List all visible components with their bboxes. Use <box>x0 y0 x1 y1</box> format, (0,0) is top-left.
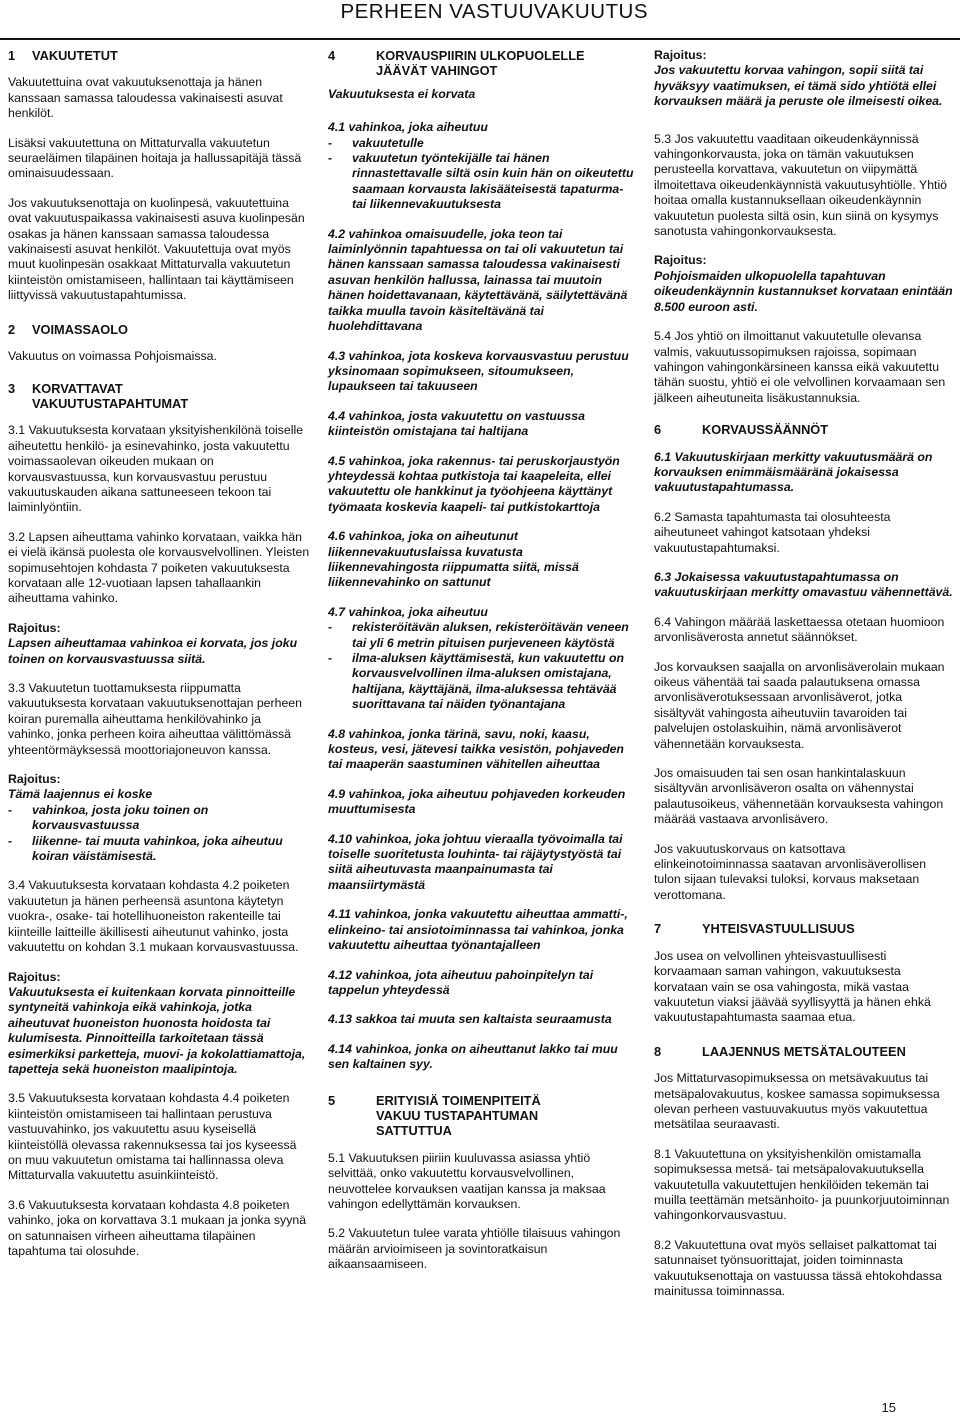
exclusion-item: 4.13 sakkoa tai muuta sen kaltaista seuraamusta <box>328 1012 612 1027</box>
paragraph: 3.6 Vakuutuksesta korvataan kohdasta 4.8 poiketen vahinko, joka on korvattava 3.1 mukaan ja jonka syynä on satunnaisen virheen aiheuttama tilapäinen tapahtuma tai olosuhde. <box>8 1197 307 1258</box>
restriction-block <box>8 772 310 864</box>
paragraph: 5.3 Jos vakuutettu vaaditaan oikeudenkäynnissä vahingonkorvausta, joka on tämän vakuutuksen perusteella korvattava, vakuutetun on viipymättä ilmoitettava oikeudenkäynnistä vakuutusyhtiölle. Yhtiö hoitaa omalla kustannuksellaan oikeudenkäynnin vakuutetun puolesta siltä osin, kun siinä on kysymys sanotusta vahingonkorvauksesta. <box>654 131 948 239</box>
paragraph: Jos Mittaturvasopimuksessa on metsävakuutus tai metsäpalovakuutus, koskee samassa sopimuksessa olevan perheen vastuuvakuutus myös vakuutettua metsätilaa seuraavasti. <box>654 1071 940 1132</box>
list-item: - ilma-aluksen käyttämisestä, kun vakuutettu on korvausvelvollinen ilma-aluksen omistajana, haltijana, käyttäjänä, ilma-aluksessa tehtävää suorittavana tai näiden työnantajana <box>328 651 624 712</box>
section-heading-1: 1 VAKUUTETUT <box>8 48 118 63</box>
restriction-block <box>8 621 310 667</box>
exclusion-item: 4.12 vahinkoa, jota aiheutuu pahoinpitelyn tai tappelun yhteydessä <box>328 967 594 997</box>
paragraph: Jos omaisuuden tai sen osan hankintalaskuun sisältyvän arvonlisäveron osalta on vähennystai palautusoikeus, vähennetään korvauksesta vahingon määrää vastaava arvonlisävero. <box>654 766 944 827</box>
subheading: Vakuutuksesta ei korvata <box>328 86 476 101</box>
restriction-text: Tämä laajennus ei koske <box>8 787 153 802</box>
paragraph: Vakuutus on voimassa Pohjoismaissa. <box>8 349 217 364</box>
exclusion-item: 4.10 vahinkoa, joka johtuu vieraalla työvoimalla tai toiselle suoritetusta louhinta- tai räjäytystyöstä tai siitä aiheutuvasta maanpainumasta tai maansiirtymästä <box>328 831 623 892</box>
section-heading-6: 6 KORVAUSSÄÄNNÖT <box>654 422 829 438</box>
restriction-list <box>8 803 310 865</box>
section-heading-4: 4 KORVAUSPIIRIN ULKOPUOLELLE JÄÄVÄT VAHINGOT <box>328 48 585 79</box>
restriction-label: Rajoitus: <box>8 772 61 787</box>
list-item: - vahinkoa, josta joku toinen on korvausvastuussa <box>8 802 209 833</box>
paragraph: 3.5 Vakuutuksesta korvataan kohdasta 4.4 poiketen kiinteistön omistamiseen tai hallintaan perustuva vastuuvahinko, jos vakuutettu asuu kyseisellä kiinteistöllä olevassa rakennuksessa tai jos kyseessä on muu vakuutetun omistama tai hallinnassa oleva Mittaturvalla vakuutettu asuinkiinteistö. <box>8 1091 297 1183</box>
exclusion-item: 4.5 vahinkoa, joka rakennus- tai peruskorjaustyön yhteydessä kohtaa putkistoja tai kaapeleita, ellei vakuutettu ole hankkinut ja työohjeena käyttänyt työmaata koskevia kaapeli- tai putkistokarttoja <box>328 453 620 514</box>
paragraph: 5.2 Vakuutetun tulee varata yhtiölle tilaisuus vahingon määrän arvioimiseen ja sovintoratkaisun aikaansaamiseen. <box>328 1226 621 1272</box>
exclusion-item: 4.14 vahinkoa, jonka on aiheuttanut lakko tai muu sen kaltainen syy. <box>328 1041 618 1072</box>
paragraph: Jos vakuutuskorvaus on katsottava elinkeinotoiminnassa saatavan arvonlisäverollisen tulon sijaan tulevaksi tuloksi, korvaus maksetaan verottomana. <box>654 841 927 902</box>
paragraph: 3.4 Vakuutuksesta korvataan kohdasta 4.2 poiketen vakuutetun ja hänen perheensä asuntona käytetyn vuokra-, osake- tai hotellihuoneiston rakenteille tai kiinteille laitteille äkillisesti aiheutunut vahinko, josta vakuutettu on kohdan 3.1 mukaan korvausvastuussa. <box>8 878 299 955</box>
list-item: - liikenne- tai muuta vahinkoa, joka aiheutuu koiran väistämisestä. <box>8 833 283 864</box>
paragraph: 6.3 Jokaisessa vakuutustapahtumassa on vakuutuskirjaan merkitty omavastuu vähennettävä. <box>654 569 953 600</box>
paragraph: 3.2 Lapsen aiheuttama vahinko korvataan, vaikka hän ei vielä ikänsä puolesta ole korvausvelvollinen. Yleisten sopimusehtojen kohdasta 7 poiketen vakuutuksesta korvataan alle 12-vuotiaan lapsen tahallaankin aiheuttama vahinko. <box>8 529 310 606</box>
restriction-label: Rajoitus: <box>8 969 61 984</box>
exclusion-item: 4.1 vahinkoa, joka aiheutuu - vakuutetulle - vakuutetun työntekijälle tai hänen rinnastettavalle siltä osin kuin hän on oikeutettu saamaan korvausta lakisääteisestä tapaturma- tai liikennevakuutuksesta <box>328 120 634 212</box>
paragraph: Jos vakuutuksenottaja on kuolinpesä, vakuutettuina ovat vakuutuspaikassa vakinaisesti asuva kuolinpesän osakas ja hänen kanssaan samassa taloudessa vakinaisesti asuvat henkilöt. Vakuutettuja ovat myös muut kuolinpesän osakkaat Mittaturvalla vakuutetun kiinteistön omistamiseen, hallintaan tai käyttämiseen liittyvissä vakuutustapahtumissa. <box>8 195 305 303</box>
paragraph: 8.2 Vakuutettuna ovat myös sellaiset palkattomat tai satunnaiset työnsuorittajat, joiden toiminnasta vakuutuksenottaja on vastuussa tässä ehtokohdassa mainitussa toiminnassa. <box>654 1237 942 1298</box>
section-heading-2: 2 VOIMASSAOLO <box>8 321 128 337</box>
exclusion-item: 4.11 vahinkoa, jonka vakuutettu aiheuttaa ammatti-, elinkeino- tai ansiotoiminnassa tai vahinkoa, jonka vakuutettu aiheuttaa työnantajalleen <box>328 907 628 953</box>
paragraph: Jos usea on velvollinen yhteisvastuullisesti korvaamaan saman vahingon, vakuutuksesta korvataan vain se osa vahingosta, mikä vastaa vakuutetun viaksi jäävää syyllisyyttä ja hänen ehkä vakuutustapahtumasta saamaa etua. <box>654 948 931 1025</box>
exclusion-item: 4.3 vahinkoa, jota koskeva korvausvastuu perustuu yksinomaan sopimukseen, sitoumukseen, lupaukseen tai takuuseen <box>328 348 629 394</box>
paragraph: 8.1 Vakuutettuna on yksityishenkilön omistamalla sopimuksessa metsä- tai metsäpalovakuutuksella vakuutetulla vakuutettujen henkilöiden tekemän tai muilla teettämän metsänhoito- ja puunkorjuutoiminnan vahingonkorvausvastuu. <box>654 1146 950 1223</box>
paragraph: 5.1 Vakuutuksen piiriin kuuluvassa asiassa yhtiö selvittää, onko vakuutettu korvausvelvollinen, neuvottelee korvauksen vaatijan kanssa ja maksaa vahingon edellyttämän korvauksen. <box>328 1150 606 1211</box>
paragraph: Lisäksi vakuutettuna on Mittaturvalla vakuutetun seuraeläimen tilapäinen hoitaja ja hallussapitäjä tässä ominaisuudessaan. <box>8 135 302 181</box>
exclusion-list <box>328 620 634 712</box>
document-title: PERHEEN VASTUUVAKUUTUS <box>340 0 648 23</box>
paragraph: 3.3 Vakuutetun tuottamuksesta riippumatta vakuutuksesta korvataan vakuutuksenottajan perheen koiran puremalla aiheuttama henkilövahinko ja vahinko, jonka perheen koira aiheuttaa välittömässä yhteentörmäyksessä moottoriajoneuvon kanssa. <box>8 681 302 757</box>
exclusion-item: 4.4 vahinkoa, josta vakuutettu on vastuussa kiinteistön omistajana tai haltijana <box>328 408 585 439</box>
section-heading-3: 3 KORVATTAVAT VAKUUTUSTAPAHTUMAT <box>8 380 189 411</box>
paragraph: 6.2 Samasta tapahtumasta tai olosuhteesta aiheutuneet vahingot katsotaan yhdeksi vakuutustapahtumaksi. <box>654 509 891 555</box>
list-item: - rekisteröitävän aluksen, rekisteröitävän veneen tai yli 6 metrin pituisen purjeveneen käytöstä <box>328 620 629 650</box>
section-heading-7: 7 YHTEISVASTUULLISUUS <box>654 921 855 937</box>
restriction-label: Rajoitus: <box>654 253 707 268</box>
section-heading-8: 8 LAAJENNUS METSÄTALOUTEEN <box>654 1043 906 1059</box>
exclusion-list <box>328 136 634 213</box>
paragraph: Jos korvauksen saajalla on arvonlisäverolain mukaan oikeus vähentää tai saada palautuksena omassa arvonlisäverotuksessaan arvonlisäverot, jotka sisältyvät vahingosta aiheutuviin tavaroiden tai palvelujen ostolaskuihin, nämä arvonlisäverot vähennetään korvauksesta. <box>654 659 945 751</box>
paragraph: Vakuutettuina ovat vakuutuksenottaja ja hänen kanssaan samassa taloudessa vakinaisesti asuvat henkilöt. <box>8 75 283 121</box>
restriction-label: Rajoitus: <box>654 48 707 62</box>
restriction-text: Jos vakuutettu korvaa vahingon, sopii siitä tai hyväksyy vaatimuksen, ei tämä sido yhtiötä ellei korvauksen määrä ja peruste ole ilmeisesti oikea. <box>654 63 943 109</box>
document-header <box>0 0 960 40</box>
exclusion-item: 4.6 vahinkoa, joka on aiheutunut liikennevakuutuslaissa kuvatusta liikennevahingosta riippumatta siitä, missä liikennevahinko on sattunut <box>328 529 579 590</box>
column-right <box>654 48 956 1313</box>
section-heading-5: 5 ERITYISIÄ TOIMENPITEITÄ VAKUU TUSTAPAHTUMAN SATTUTTUA <box>328 1092 541 1139</box>
exclusion-item: 4.2 vahinkoa omaisuudelle, joka teon tai laiminlyönnin tapahtuessa on tai oli vakuutetun tai hänen kanssaan samassa taloudessa vakinaisesti asuvan henkilön hallussa, lainassa tai muutoin hänen hoidettavanaan, käytettävänä, säilytettävänä taikka muulla tavoin käsiteltävänä tai huolehdittavana <box>328 226 628 334</box>
paragraph: 6.1 Vakuutuskirjaan merkitty vakuutusmäärä on korvauksen enimmäismääränä jokaisessa vakuutustapahtumassa. <box>654 449 933 495</box>
restriction-label: Rajoitus: <box>8 620 61 635</box>
restriction-text: Lapsen aiheuttamaa vahinkoa ei korvata, jos joku toinen on korvausvastuussa siitä. <box>8 636 298 666</box>
restriction-block <box>8 970 310 1078</box>
list-item: - vakuutetun työntekijälle tai hänen rinnastettavalle siltä osin kuin hän on oikeutettu saamaan korvausta lakisääteisestä tapaturma- tai liikennevakuutuksesta <box>328 151 634 212</box>
exclusion-item: 4.8 vahinkoa, jonka tärinä, savu, noki, kaasu, kosteus, vesi, jätevesi taikka vesistön, pohjaveden tai maaperän saastuminen vähitellen aiheuttaa <box>328 726 624 772</box>
page-number: 15 <box>881 1400 896 1415</box>
paragraph: 5.4 Jos yhtiö on ilmoittanut vakuutetulle olevansa valmis, vakuutussopimuksen rajoissa, sopimaan vahingon vahingonkärsineen kanssa eikä vakuutettu tähän suostu, yhtiö ei ole velvollinen korvaamaan sen jälkeen aiheutuneita lisäkustannuksia. <box>654 329 946 405</box>
column-left <box>8 48 310 1273</box>
exclusion-item: 4.9 vahinkoa, joka aiheutuu pohjaveden korkeuden muuttumisesta <box>328 786 626 817</box>
paragraph: 6.4 Vahingon määrää laskettaessa otetaan huomioon arvonlisäverosta annetut säännökset. <box>654 614 945 645</box>
column-middle <box>328 48 634 1287</box>
list-item: - vakuutetulle <box>328 135 424 150</box>
restriction-text: Vakuutuksesta ei kuitenkaan korvata pinnoitteille syntyneitä vahinkoja eikä vahinkoja, jotka aiheutuvat huoneiston huonosta hoidosta tai kulumisesta. Pinnoitteilla tarkoitetaan tässä esimerkiksi parketteja, muovi- ja kokolattiamattoja, tapetteja sekä huoneiston maalipintoja. <box>8 984 306 1076</box>
restriction-text: Pohjoismaiden ulkopuolella tapahtuvan oikeudenkäynnin kustannukset korvataan enintään 8.500 euroon asti. <box>654 268 953 314</box>
restriction-block <box>654 48 956 110</box>
exclusion-item: 4.7 vahinkoa, joka aiheutuu - rekisteröitävän aluksen, rekisteröitävän veneen tai yli 6 metrin pituisen purjeveneen käytöstä - ilma-aluksen käyttämisestä, kun vakuutettu on korvausvelvollinen ilma-aluksen omistajana, haltijana, käyttäjänä, ilma-aluksessa tehtävää suorittavana tai näiden työnantajana <box>328 605 634 713</box>
restriction-block <box>654 253 956 315</box>
paragraph: 3.1 Vakuutuksesta korvataan yksityishenkilönä toiselle aiheutettu henkilö- ja esinevahinko, josta vakuutettu voimassaolevan oikeuden mukaan on korvausvastuussa, kun korvausvastuu perustuu vakuutuskauden aikana sattuneeseen tekoon tai laiminlyöntiin. <box>8 423 304 515</box>
